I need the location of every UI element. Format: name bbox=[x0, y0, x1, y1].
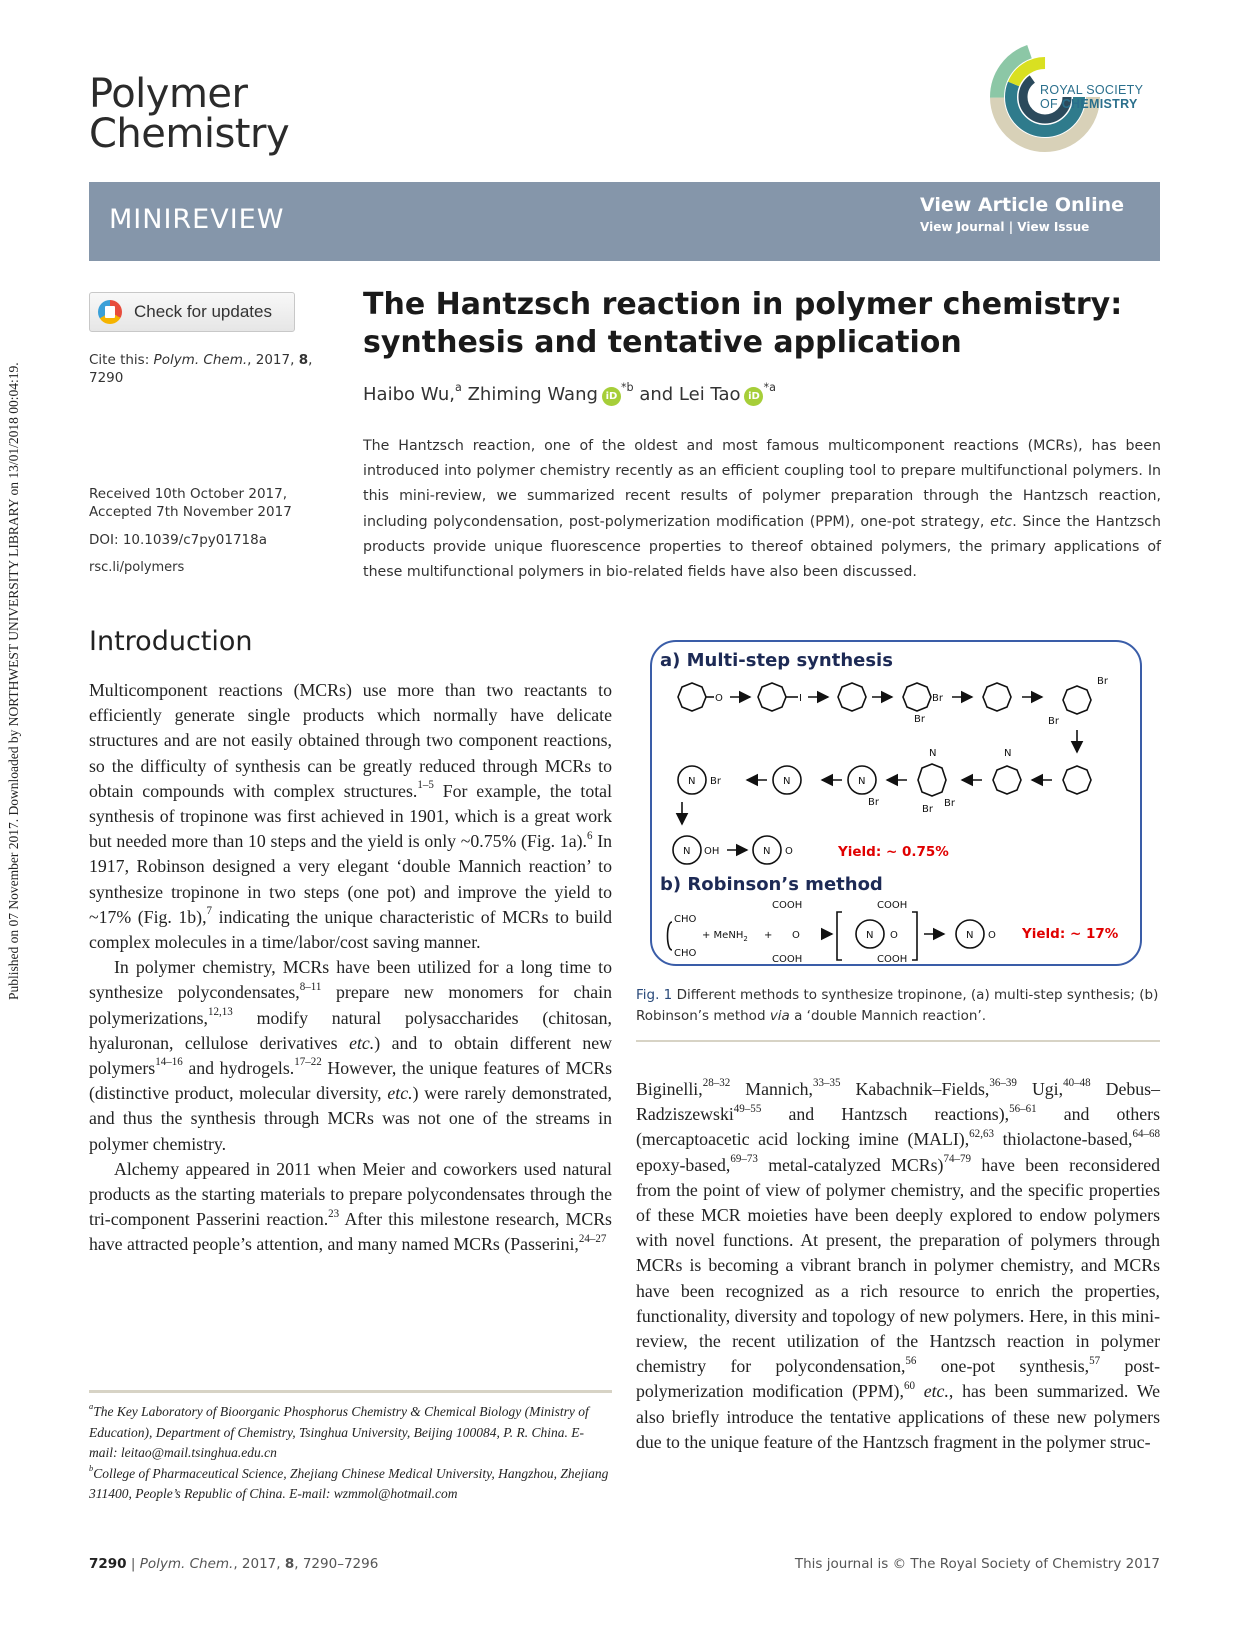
citation-ref[interactable]: 64–68 bbox=[1132, 1127, 1160, 1140]
text: and others (mercaptoacetic acid locking imine (MALI), bbox=[636, 1104, 1160, 1150]
atom-label: COOH bbox=[772, 954, 803, 962]
text: ) were rarely demonstrated, and thus the synthesis through MCRs was not one of the streams in polymer chemistry. bbox=[89, 1083, 612, 1154]
author-2[interactable]: Zhiming Wang bbox=[461, 384, 598, 405]
citation-ref[interactable]: 62,63 bbox=[969, 1127, 994, 1140]
page-footer-left bbox=[89, 1556, 378, 1572]
text: etc. bbox=[387, 1083, 413, 1104]
text: Debus–Radziszewski bbox=[636, 1079, 1160, 1125]
cite-pages: 7290 bbox=[89, 370, 124, 386]
author-2-affil: *b bbox=[620, 381, 634, 395]
paper-title bbox=[363, 286, 1163, 362]
citation-ref[interactable]: 60 bbox=[903, 1379, 915, 1392]
abstract bbox=[363, 434, 1161, 585]
caption-text: Different methods to synthesize tropinone, (a) multi-step synthesis; (b) Robinson’s method bbox=[636, 987, 1159, 1024]
bracket bbox=[912, 912, 917, 960]
text: After this milestone research, MCRs have attracted people’s attention, and many named MCRs (Passerini, bbox=[89, 1209, 612, 1255]
affiliation-b bbox=[89, 1464, 612, 1505]
intro-paragraph-2 bbox=[89, 955, 612, 1157]
text: For example, the total synthesis of tropinone was first achieved in 1901, which is a great work but needed more than 10 steps and the yield is only ~0.75% (Fig. 1a). bbox=[89, 780, 613, 852]
view-journal-link[interactable]: View Journal bbox=[920, 220, 1005, 234]
citation-ref[interactable]: 8–11 bbox=[299, 980, 322, 993]
text: Biginelli, bbox=[636, 1079, 703, 1099]
caption-text-end: a ‘double Mannich reaction’. bbox=[789, 1008, 987, 1024]
text: , has been summarized. We also briefly introduce the tentative applications of these new polymers due to the unique feature of the Hantzsch fragment in the polymer struc- bbox=[636, 1381, 1160, 1452]
citation-ref[interactable]: 17–22 bbox=[294, 1056, 322, 1069]
atom-label: Br bbox=[710, 776, 721, 787]
citation-ref[interactable]: 74–79 bbox=[943, 1153, 971, 1166]
citation-ref[interactable]: 1–5 bbox=[417, 779, 434, 792]
atom-label: Br bbox=[1048, 716, 1059, 727]
author-list bbox=[363, 381, 776, 406]
atom-label: N bbox=[866, 930, 874, 941]
orcid-icon[interactable]: iD bbox=[602, 387, 621, 406]
atom-label: N bbox=[858, 776, 866, 787]
atom-label: Br bbox=[868, 797, 879, 808]
molecule-ring bbox=[1063, 686, 1091, 714]
footer-year: , 2017, bbox=[233, 1556, 285, 1572]
author-1-affil: a bbox=[455, 381, 462, 395]
figure-1-caption bbox=[636, 985, 1160, 1027]
citation-ref[interactable]: 24–27 bbox=[578, 1232, 607, 1245]
text: have been reconsidered from the point of view of polymer chemistry, and the specific properties of these MCR moieties have been deeply explored to endow polymers with novel functions. At present, the preparation of polymers through MCRs is becoming a vibrant branch in polymer chemistry, and MCRs have been recognized as a rich resource to enrich the properties, functionality, diversity and topology of new polymers. Here, in this mini-review, the recent utilization of the Hantzsch reaction in polymer chemistry for polycondensation, bbox=[636, 1154, 1160, 1377]
atom-label: COOH bbox=[772, 900, 803, 911]
citation-ref[interactable]: 14–16 bbox=[155, 1056, 183, 1069]
citation-ref[interactable]: 28–32 bbox=[702, 1077, 731, 1090]
download-notice: Published on 07 November 2017. Downloaded by NORTHWEST UNIVERSITY LIBRARY on 13/01/2018 00:04:19. bbox=[6, 362, 21, 1000]
atom-label: Br bbox=[932, 693, 943, 704]
author-3[interactable]: and Lei Tao bbox=[633, 384, 741, 405]
atom-label: O bbox=[792, 930, 800, 941]
view-links-separator: | bbox=[1008, 220, 1014, 234]
text: one-pot synthesis, bbox=[916, 1356, 1090, 1377]
text: Ugi, bbox=[1016, 1079, 1064, 1099]
caption-via: via bbox=[769, 1008, 790, 1024]
scheme-b-heading: b) Robinson’s method bbox=[660, 874, 883, 895]
accepted-date: Accepted 7th November 2017 bbox=[89, 504, 292, 520]
page-footer-right: This journal is © The Royal Society of Chemistry 2017 bbox=[794, 1556, 1160, 1572]
paper-title-line1: The Hantzsch reaction in polymer chemistry: bbox=[363, 287, 1123, 322]
atom-label: OH bbox=[704, 846, 720, 857]
molecule-ring bbox=[838, 683, 866, 711]
cite-comma: , bbox=[308, 352, 313, 368]
atom-label: O bbox=[715, 693, 723, 704]
citation-ref[interactable]: 40–48 bbox=[1063, 1077, 1091, 1090]
view-issue-link[interactable]: View Issue bbox=[1017, 220, 1090, 234]
molecule-bond bbox=[668, 922, 673, 950]
check-for-updates-button[interactable] bbox=[89, 292, 295, 332]
text: Multicomponent reactions (MCRs) use more than two reactants to efficiently generate single products which normally have delicate structures and are not easily obtained through two component reactions, so the difficulty of synthesis can be greatly reduced through MCRs to obtain compounds with complex structures. bbox=[89, 680, 612, 801]
cite-year: , 2017, bbox=[247, 352, 299, 368]
citation-ref[interactable]: 23 bbox=[328, 1207, 340, 1220]
orcid-icon[interactable]: iD bbox=[744, 387, 763, 406]
atom-label: N bbox=[683, 846, 691, 857]
atom-label: N bbox=[688, 776, 696, 787]
rsc-line2-bold: CHEMISTRY bbox=[1061, 97, 1138, 111]
journal-title bbox=[89, 71, 290, 157]
article-type-banner bbox=[89, 182, 1160, 261]
molecule-ring bbox=[903, 683, 931, 711]
abstract-etc: etc bbox=[990, 513, 1013, 530]
atom-label: Br bbox=[922, 804, 933, 815]
banner-links bbox=[920, 194, 1124, 234]
intro-left-column bbox=[89, 678, 612, 1258]
affiliation-a-text: The Key Laboratory of Bioorganic Phosphorus Chemistry & Chemical Biology (Ministry of Education), Department of Chemistry, Tsinghua University, Beijing 100084, P. R. China. E-mail: leitao@mail.tsinghua.edu.cn bbox=[89, 1404, 589, 1460]
atom-label: COOH bbox=[877, 900, 908, 911]
footer-journal: Polym. Chem. bbox=[139, 1556, 234, 1572]
abstract-part1: The Hantzsch reaction, one of the oldest and most famous multicomponent reactions (MCRs), has been introduced into polymer chemistry recently as an efficient coupling tool to prepare multifunctional polymers. In this mini-review, we summarized recent results of polymer preparation through the Hantzsch reaction, including polycondensation, post-polymerization modification (PPM), one-pot strategy, bbox=[363, 438, 1161, 530]
citation-ref[interactable]: 56–61 bbox=[1009, 1102, 1037, 1115]
yield-a-label: Yield: ~ 0.75% bbox=[838, 844, 949, 860]
caption-divider bbox=[636, 1040, 1160, 1042]
text: modify natural polysaccharides (chitosan, hyaluronan, cellulose derivatives bbox=[89, 1007, 612, 1053]
yield-b-label: Yield: ~ 17% bbox=[1022, 926, 1119, 942]
paper-title-line2: synthesis and tentative application bbox=[363, 325, 962, 360]
atom-label: I bbox=[799, 693, 802, 704]
figure-1-scheme bbox=[650, 640, 1142, 966]
journal-link[interactable]: rsc.li/polymers bbox=[89, 560, 185, 575]
atom-label: N bbox=[1004, 748, 1012, 759]
text: Kabachnik–Fields, bbox=[840, 1079, 990, 1099]
text: Mannich, bbox=[730, 1079, 813, 1099]
rsc-line2-prefix: OF bbox=[1040, 97, 1062, 111]
footnote-divider bbox=[89, 1390, 612, 1393]
bracket bbox=[837, 912, 842, 960]
citation-ref[interactable]: 57 bbox=[1089, 1354, 1101, 1367]
text: epoxy-based, bbox=[636, 1154, 731, 1175]
author-3-affil: *a bbox=[763, 381, 776, 395]
molecule-ring bbox=[678, 683, 706, 711]
citation-ref[interactable]: 36–39 bbox=[989, 1077, 1017, 1090]
page-number: 7290 bbox=[89, 1556, 127, 1572]
scheme-a-heading: a) Multi-step synthesis bbox=[660, 650, 893, 671]
check-for-updates-label: Check for updates bbox=[134, 302, 272, 321]
rsc-line2 bbox=[1040, 97, 1143, 111]
atom-label: N bbox=[966, 930, 974, 941]
received-date: Received 10th October 2017, bbox=[89, 486, 287, 502]
intro-paragraph-3 bbox=[89, 1157, 612, 1258]
citation-ref[interactable]: 33–35 bbox=[812, 1077, 841, 1090]
text: metal-catalyzed MCRs) bbox=[757, 1154, 944, 1175]
molecule-ring bbox=[983, 683, 1011, 711]
cite-volume: 8 bbox=[298, 352, 309, 368]
affiliation-a bbox=[89, 1402, 612, 1464]
molecule-ring bbox=[1063, 766, 1091, 794]
view-links-row bbox=[920, 220, 1124, 234]
reagent-subscript: 2 bbox=[743, 935, 748, 943]
atom-label: N bbox=[929, 748, 937, 759]
cite-prefix: Cite this: bbox=[89, 352, 154, 368]
reagent-label bbox=[702, 930, 748, 943]
citation-ref[interactable]: 7 bbox=[206, 905, 213, 918]
cite-journal: Polym. Chem. bbox=[153, 352, 248, 368]
atom-label: O bbox=[785, 846, 793, 857]
molecule-ring bbox=[993, 766, 1021, 794]
text: etc. bbox=[349, 1032, 375, 1053]
rsc-line1: ROYAL SOCIETY bbox=[1040, 83, 1144, 97]
footer-pages: , 7290–7296 bbox=[294, 1556, 379, 1572]
citation-ref[interactable]: 56 bbox=[905, 1354, 917, 1367]
text: etc. bbox=[914, 1381, 949, 1402]
figure-label: Fig. 1 bbox=[636, 987, 673, 1003]
atom-label: COOH bbox=[877, 954, 908, 962]
text: and Hantzsch reactions), bbox=[761, 1104, 1010, 1125]
text: indicating the unique characteristic of MCRs to build complex molecules in a time/labor/cost saving manner. bbox=[89, 906, 612, 953]
atom-label: CHO bbox=[674, 948, 697, 959]
atom-label: Br bbox=[944, 798, 955, 809]
crossmark-icon bbox=[98, 300, 122, 324]
atom-label: N bbox=[783, 776, 791, 787]
text: and hydrogels. bbox=[182, 1058, 295, 1079]
reagent-text: + MeNH bbox=[702, 930, 744, 941]
intro-right-column bbox=[636, 1077, 1160, 1455]
atom-label: O bbox=[890, 930, 898, 941]
atom-label: O bbox=[988, 930, 996, 941]
affiliations bbox=[89, 1402, 612, 1505]
affiliation-b-marker: b bbox=[89, 1463, 94, 1473]
text: post-polymerization modification (PPM), bbox=[636, 1356, 1161, 1402]
journal-title-line1: Polymer bbox=[89, 71, 248, 117]
intro-paragraph-1 bbox=[89, 678, 612, 955]
molecule-ring bbox=[758, 683, 786, 711]
text: prepare new monomers for chain polymerizations, bbox=[89, 982, 613, 1028]
section-heading-introduction: Introduction bbox=[89, 626, 253, 657]
footer-separator: | bbox=[126, 1556, 140, 1572]
affiliation-b-text: College of Pharmaceutical Science, Zhejiang Chinese Medical University, Hangzhou, Zhejiang 311400, People’s Republic of China. E-mail: wzmmol@hotmail.com bbox=[89, 1465, 609, 1501]
affiliation-a-marker: a bbox=[89, 1402, 94, 1412]
scheme-drawing bbox=[652, 672, 1140, 962]
text: thiolactone-based, bbox=[993, 1129, 1133, 1150]
citation-ref[interactable]: 6 bbox=[586, 829, 593, 842]
rsc-wordmark bbox=[1040, 83, 1143, 111]
citation bbox=[89, 351, 329, 387]
doi[interactable]: DOI: 10.1039/c7py01718a bbox=[89, 532, 268, 548]
text: In 1917, Robinson designed a very elegant ‘double Mannich reaction’ to synthesize tropinone in two steps (one pot) and improve the yield to ~17% (Fig. 1b), bbox=[89, 831, 613, 927]
atom-label: Br bbox=[914, 714, 925, 725]
atom-label: Br bbox=[1097, 676, 1108, 687]
atom-label: N bbox=[763, 846, 771, 857]
journal-title-line2: Chemistry bbox=[89, 111, 290, 157]
view-article-online-link[interactable]: View Article Online bbox=[920, 194, 1124, 216]
footer-volume: 8 bbox=[284, 1556, 295, 1572]
atom-label: CHO bbox=[674, 914, 697, 925]
citation-ref[interactable]: 12,13 bbox=[208, 1006, 233, 1019]
citation-ref[interactable]: 69–73 bbox=[730, 1153, 758, 1166]
citation-ref[interactable]: 49–55 bbox=[733, 1102, 762, 1115]
text: In polymer chemistry, MCRs have been utilized for a long time to synthesize polycondensates, bbox=[89, 957, 612, 1003]
abstract-part2: . Since the Hantzsch products provide unique fluorescence properties to thereof obtained polymers, the primary applications of these multifunctional polymers in bio-related fields have also been discussed. bbox=[363, 513, 1161, 581]
text: However, the unique features of MCRs (distinctive product, molecular diversity, bbox=[89, 1058, 612, 1104]
molecule-ring bbox=[918, 764, 946, 796]
text: ) and to obtain different new polymers bbox=[89, 1032, 613, 1079]
intro-paragraph-continued bbox=[636, 1077, 1160, 1455]
article-type-label: MINIREVIEW bbox=[109, 204, 285, 235]
plus-sign: + bbox=[764, 930, 773, 941]
text: Alchemy appeared in 2011 when Meier and coworkers used natural products as the starting materials to prepare polycondensates through the tri-component Passerini reaction. bbox=[89, 1158, 612, 1230]
author-1[interactable]: Haibo Wu, bbox=[363, 384, 456, 405]
dates-block bbox=[89, 485, 292, 521]
